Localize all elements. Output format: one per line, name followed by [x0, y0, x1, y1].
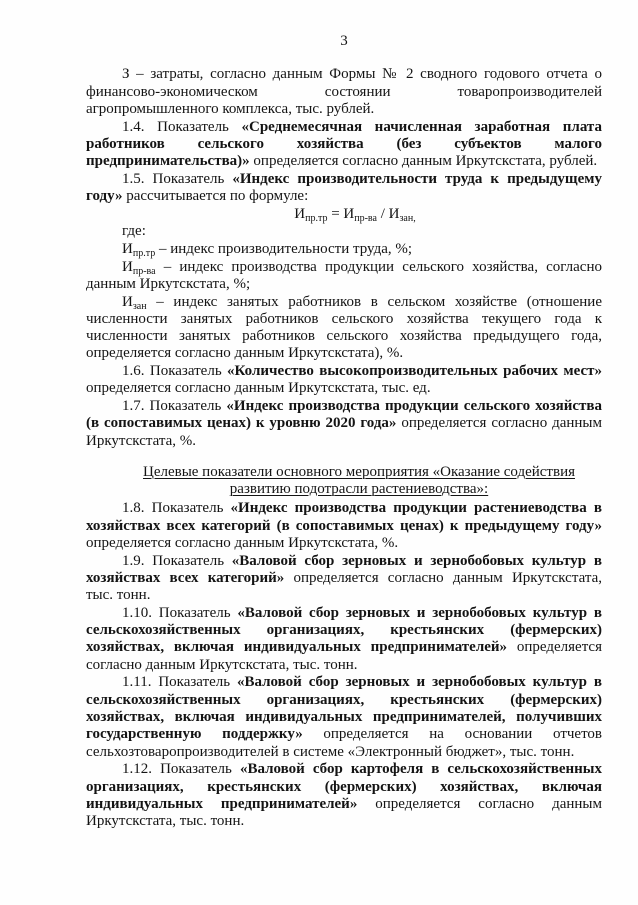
bold-text: «Валовой сбор картофеля в сельскохозяйственных [239, 761, 602, 778]
text-run: = И [327, 205, 355, 222]
text-run: определяется согласно данным Иркутскстата, тыс. ед. [86, 380, 431, 397]
subscript-text: зан, [399, 212, 416, 224]
text-run: Иркутскстата, %. [86, 432, 197, 449]
text-run: развитию подотрасли растениеводства»: [229, 480, 489, 497]
text-run: 1.4. Показатель [122, 118, 242, 135]
section-heading [86, 464, 602, 499]
text-line [86, 779, 602, 796]
text-run: определяется [507, 639, 602, 656]
subscript-text: пр.тр [132, 247, 156, 259]
subscript-text: пр.тр [305, 212, 328, 224]
text-run: 1.6. Показатель [122, 363, 228, 380]
text-line [86, 66, 602, 83]
text-run: 1.7. Показатель [122, 398, 227, 415]
bold-text: сельскохозяйственных организациях, крестьянских (фермерских) [86, 622, 602, 639]
text-line [86, 119, 602, 136]
bold-text: хозяйствах, включая индивидуальных предпринимателей» [86, 639, 508, 656]
text-line [86, 294, 602, 311]
text-run: численности занятых работников сельского хозяйства предыдущего года, [86, 328, 602, 345]
text-run: Целевые показатели основного мероприятия «Оказание содействия [142, 463, 575, 480]
text-run: определяется на основании отчетов [302, 726, 603, 743]
paragraph [86, 171, 602, 206]
text-line [86, 101, 602, 118]
bold-text: (в сопоставимых ценах) к уровню 2020 года» [86, 415, 397, 432]
bold-text: году» [86, 188, 123, 205]
text-line [86, 415, 602, 432]
indicator-descriptions-part-3 [86, 500, 602, 830]
bold-text: сельскохозяйственных организациях, крестьянских (фермерских) [86, 691, 602, 708]
text-line [86, 622, 602, 639]
text-line [86, 223, 602, 240]
text-line [86, 639, 602, 656]
bold-text: хозяйствах всех категорий» [86, 569, 285, 586]
text-run: И [122, 293, 133, 310]
text-line [86, 796, 602, 813]
paragraph [86, 66, 602, 118]
text-run: определяется согласно данным [357, 795, 602, 812]
text-line [86, 398, 602, 415]
text-run: 1.8. Показатель [122, 500, 231, 517]
text-line [86, 311, 602, 328]
paragraph [86, 761, 602, 830]
text-run: согласно данным Иркутскстата, тыс. тонн. [86, 656, 358, 673]
text-line [86, 587, 602, 604]
text-line [86, 136, 602, 153]
bold-text: «Индекс производства продукции сельского хозяйства [226, 398, 602, 415]
text-line [86, 605, 602, 622]
text-run: И [122, 240, 133, 257]
text-run: 1.10. Показатель [122, 604, 238, 621]
text-run: – индекс производительности труда, %; [155, 240, 413, 257]
document-body [86, 66, 602, 830]
text-run: И [294, 205, 306, 222]
bold-text: организациях, крестьянских (фермерских) хозяйствах, включая [86, 778, 602, 795]
text-line [86, 709, 602, 726]
text-run: – индекс занятых работников в сельском хозяйстве (отношение [146, 293, 602, 310]
text-line [86, 276, 602, 293]
indicator-descriptions-part-1 [86, 66, 602, 205]
text-line [86, 259, 602, 276]
bold-text: «Среднемесячная начисленная заработная плата [241, 118, 602, 135]
bold-text: государственную поддержку» [86, 726, 303, 743]
text-line [86, 744, 602, 761]
bold-text: «Количество высокопроизводительных рабочих мест» [227, 363, 602, 380]
text-line [86, 380, 602, 397]
text-line [86, 813, 602, 830]
text-run: 1.9. Показатель [122, 552, 232, 569]
text-run: агропромышленного комплекса, тыс. рублей. [86, 100, 375, 117]
bold-text: хозяйствах, включая индивидуальных предпринимателей, получивших [86, 708, 602, 725]
text-run: определяется согласно данным Иркутскстата, %. [86, 534, 399, 551]
text-line [86, 481, 602, 498]
page-number: 3 [340, 33, 348, 49]
text-run: где: [122, 223, 146, 240]
paragraph [86, 605, 602, 674]
text-run: определяется согласно данным [396, 415, 602, 432]
text-run: З – затраты, согласно данным Формы № 2 сводного годового отчета о [122, 66, 602, 83]
text-run: И [122, 258, 133, 275]
text-line [86, 692, 602, 709]
paragraph [86, 241, 602, 258]
text-line [86, 328, 602, 345]
text-run: 1.11. Показатель [122, 674, 237, 691]
paragraph [86, 259, 602, 294]
text-line [86, 188, 602, 205]
text-run: численности занятых работников сельского хозяйства текущего года к [86, 310, 602, 327]
text-run: тыс. тонн. [86, 587, 151, 604]
text-line [86, 657, 602, 674]
text-run: Иркутскстата, тыс. тонн. [86, 813, 245, 830]
subscript-text: пр-ва [354, 212, 377, 224]
bold-text: «Валовой сбор зерновых и зернобобовых культур в [237, 604, 602, 621]
bold-text: хозяйствах всех категорий (в сопоставимых ценах) к предыдущему году» [86, 517, 602, 534]
text-run: / И [376, 205, 400, 222]
paragraph [86, 398, 602, 450]
text-line [86, 206, 602, 223]
text-line [86, 84, 602, 101]
text-line [86, 518, 602, 535]
paragraph [86, 363, 602, 398]
text-run: рассчитывается по формуле: [122, 188, 309, 205]
text-run: 1.5. Показатель [122, 170, 233, 187]
text-line [86, 674, 602, 691]
bold-text: «Индекс производительности труда к предыдущему [232, 170, 602, 187]
text-run: данным Иркутскстата, %; [86, 275, 251, 292]
text-run: определяется согласно данным Иркутскстата, [284, 569, 602, 586]
text-run: определяется согласно данным Иркутскстата, рублей. [249, 153, 598, 170]
paragraph [86, 553, 602, 605]
paragraph [86, 500, 602, 552]
text-line [86, 464, 602, 481]
bold-text: «Индекс производства продукции растениеводства в [230, 500, 602, 517]
productivity-formula [86, 206, 602, 223]
text-line [86, 153, 602, 170]
text-line [86, 363, 602, 380]
text-run: 1.12. Показатель [122, 761, 240, 778]
paragraph [86, 674, 602, 760]
text-run: финансово-экономическом состоянии товаропроизводителей [86, 83, 602, 100]
text-run: – индекс производства продукции сельского хозяйства, согласно [155, 258, 602, 275]
text-line [86, 535, 602, 552]
text-line [86, 433, 602, 450]
text-line [86, 345, 602, 362]
paragraph [86, 119, 602, 171]
text-line [86, 500, 602, 517]
bold-text: предпринимательства)» [86, 153, 250, 170]
paragraph [86, 294, 602, 363]
bold-text: индивидуальных предпринимателей» [86, 795, 358, 812]
subscript-text: пр-ва [132, 265, 156, 277]
paragraph [86, 223, 602, 240]
text-line [86, 726, 602, 743]
bold-text: работников сельского хозяйства (без субъектов малого [86, 135, 602, 152]
text-line [86, 171, 602, 188]
text-line [86, 761, 602, 778]
text-line [86, 553, 602, 570]
text-line [86, 241, 602, 258]
text-line [86, 570, 602, 587]
subscript-text: зан [132, 300, 147, 312]
bold-text: «Валовой сбор зерновых и зернобобовых культур в [237, 674, 603, 691]
text-run: определяется согласно данным Иркутскстата), %. [86, 345, 404, 362]
indicator-descriptions-part-2 [86, 223, 602, 450]
bold-text: «Валовой сбор зерновых и зернобобовых культур в [231, 552, 602, 569]
text-run: сельхозтоваропроизводителей в системе «Электронный бюджет», тыс. тонн. [86, 743, 575, 760]
